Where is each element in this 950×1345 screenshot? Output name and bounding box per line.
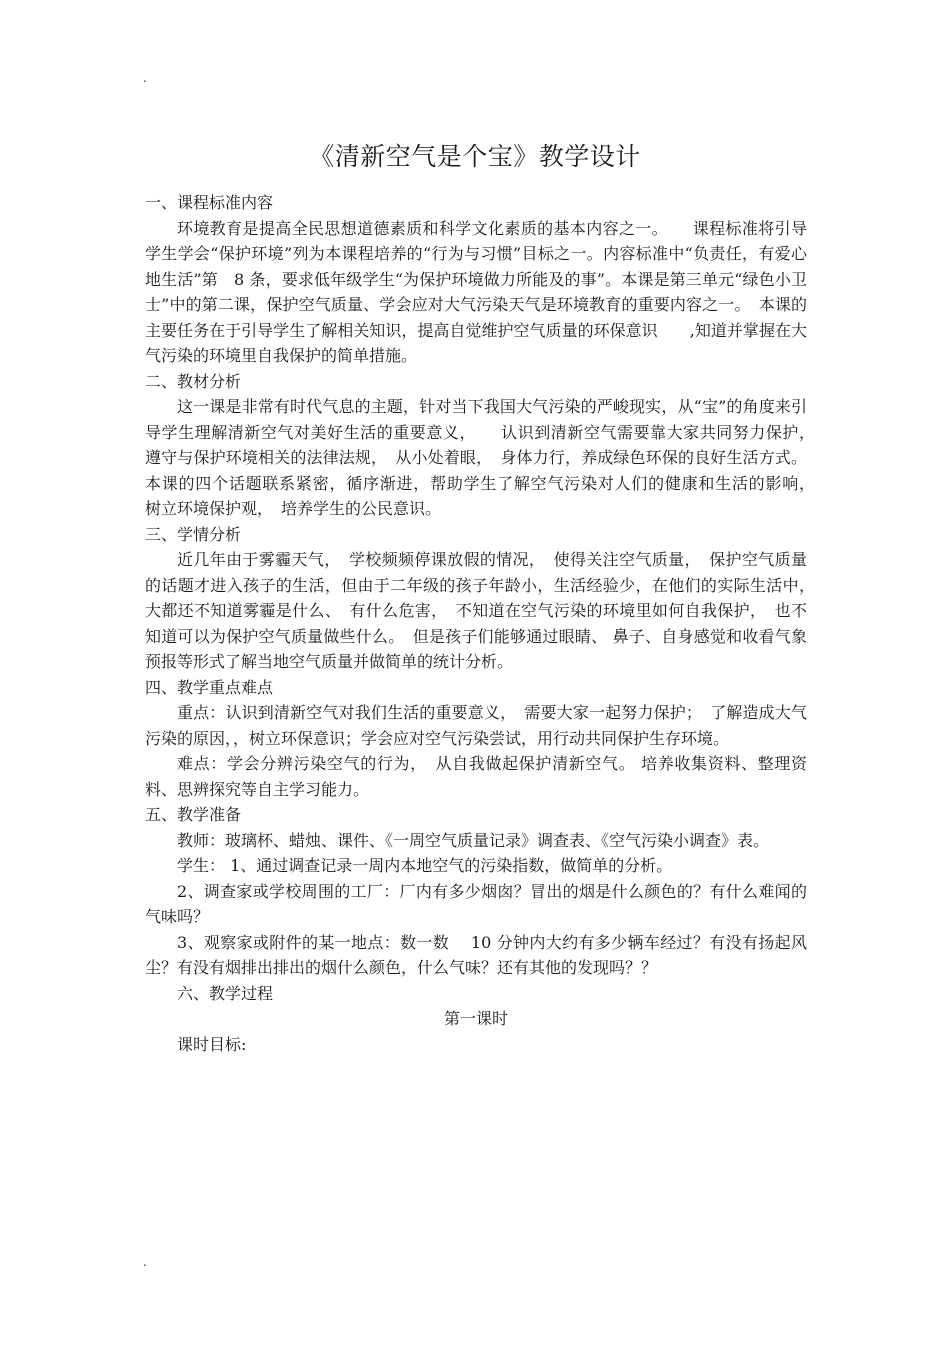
corner-mark-top: . [143, 71, 147, 85]
paragraph: 重点：认识到清新空气对我们生活的重要意义， 需要大家一起努力保护； 了解造成大气污染的原因，，树立环保意识；学会应对空气污染尝试，用行动共同保护生存环境。 [145, 703, 807, 748]
paragraph: 学生： 1、通过调查记录一周内本地空气的污染指数，做简单的分析。 [177, 856, 673, 875]
section-textbook-analysis [145, 369, 840, 522]
section-heading: 三、学情分析 [145, 524, 242, 544]
section-learner-analysis [145, 522, 824, 675]
lesson-title: 第一课时 [443, 1009, 508, 1028]
document-body [145, 190, 840, 1057]
paragraph: 这一课是非常有时代气息的主题，针对当下我国大气污染的严峻现实，从“宝”的角度来引导学生理解清新空气对美好生活的重要意义， 认识到清新空气需要靠大家共同努力保护， 遵守与保护环境相关的法律法规， 从小处着眼， 身体力行，养成绿色环保的良好生活方式。本课的四个话题联系紧密，循序渐进，帮助学生了解空气污染对人们的健康和生活的影响， 树立环境保护观， 培养学生的公民意识。 [145, 397, 840, 518]
section-heading: 五、教学准备 [145, 805, 242, 824]
paragraph: 教师：玻璃杯、蜡烛、课件、《一周空气质量记录》调查表、《空气污染小调查》表。 [177, 830, 770, 850]
paragraph: 2、调查家或学校周围的工厂：厂内有多少烟囱？冒出的烟是什么颜色的？有什么难闻的气味吗？ [145, 881, 807, 926]
paragraph: 环境教育是提高全民思想道德素质和科学文化素质的基本内容之一。 课程标准将引导学生学会“保护环境”列为本课程培养的“行为与习惯”目标之一。内容标准中“负责任，有爱心地生活”第 8 条，要求低年级学生“为保护环境做力所能及的事”。本课是第三单元“绿色小卫士”中的第二课，保护空气质量、学会应对大气污染天气是环境教育的重要内容之一。 本课的主要任务在于引导学生了解相关知识，提高自觉维护空气质量的环保意识 ,知道并掌握在大气污染的环境里自我保护的简单措施。 [145, 218, 807, 365]
corner-mark-bottom: . [143, 1255, 147, 1269]
section-teaching-process [145, 981, 807, 1058]
section-heading: 六、教学过程 [177, 983, 274, 1003]
section-key-points [145, 675, 807, 803]
section-curriculum-standard [145, 190, 807, 369]
paragraph: 近几年由于雾霾天气， 学校频频停课放假的情况， 使得关注空气质量， 保护空气质量的话题才进入孩子的生活，但由于二年级的孩子年龄小，生活经验少，在他们的实际生活中， 大都还不知道雾霾是什么、 有什么危害， 不知道在空气污染的环境里如何自我保护， 也不知道可以为保护空气质量做些什么。 但是孩子们能够通过眼睛、 鼻子、自身感觉和收看气象预报等形式了解当地空气质量并做简单的统计分析。 [145, 550, 824, 671]
section-heading: 一、课程标准内容 [145, 193, 274, 212]
paragraph: 3、观察家或附件的某一地点：数一数 10 分钟内大约有多少辆车经过？有没有扬起风尘？有没有烟排出排出的烟什么颜色，什么气味？还有其他的发现吗？？ [145, 932, 807, 977]
section-heading: 四、教学重点难点 [145, 677, 274, 697]
document-title: 《清新空气是个宝》教学设计 [309, 142, 641, 171]
paragraph: 难点：学会分辨污染空气的行为， 从自我做起保护清新空气。 培养收集资料、整理资料、思辨探究等自主学习能力。 [145, 754, 807, 799]
section-heading: 二、教材分析 [145, 371, 242, 391]
section-teaching-preparation [145, 802, 807, 981]
lesson-goal: 课时目标: [177, 1034, 247, 1054]
